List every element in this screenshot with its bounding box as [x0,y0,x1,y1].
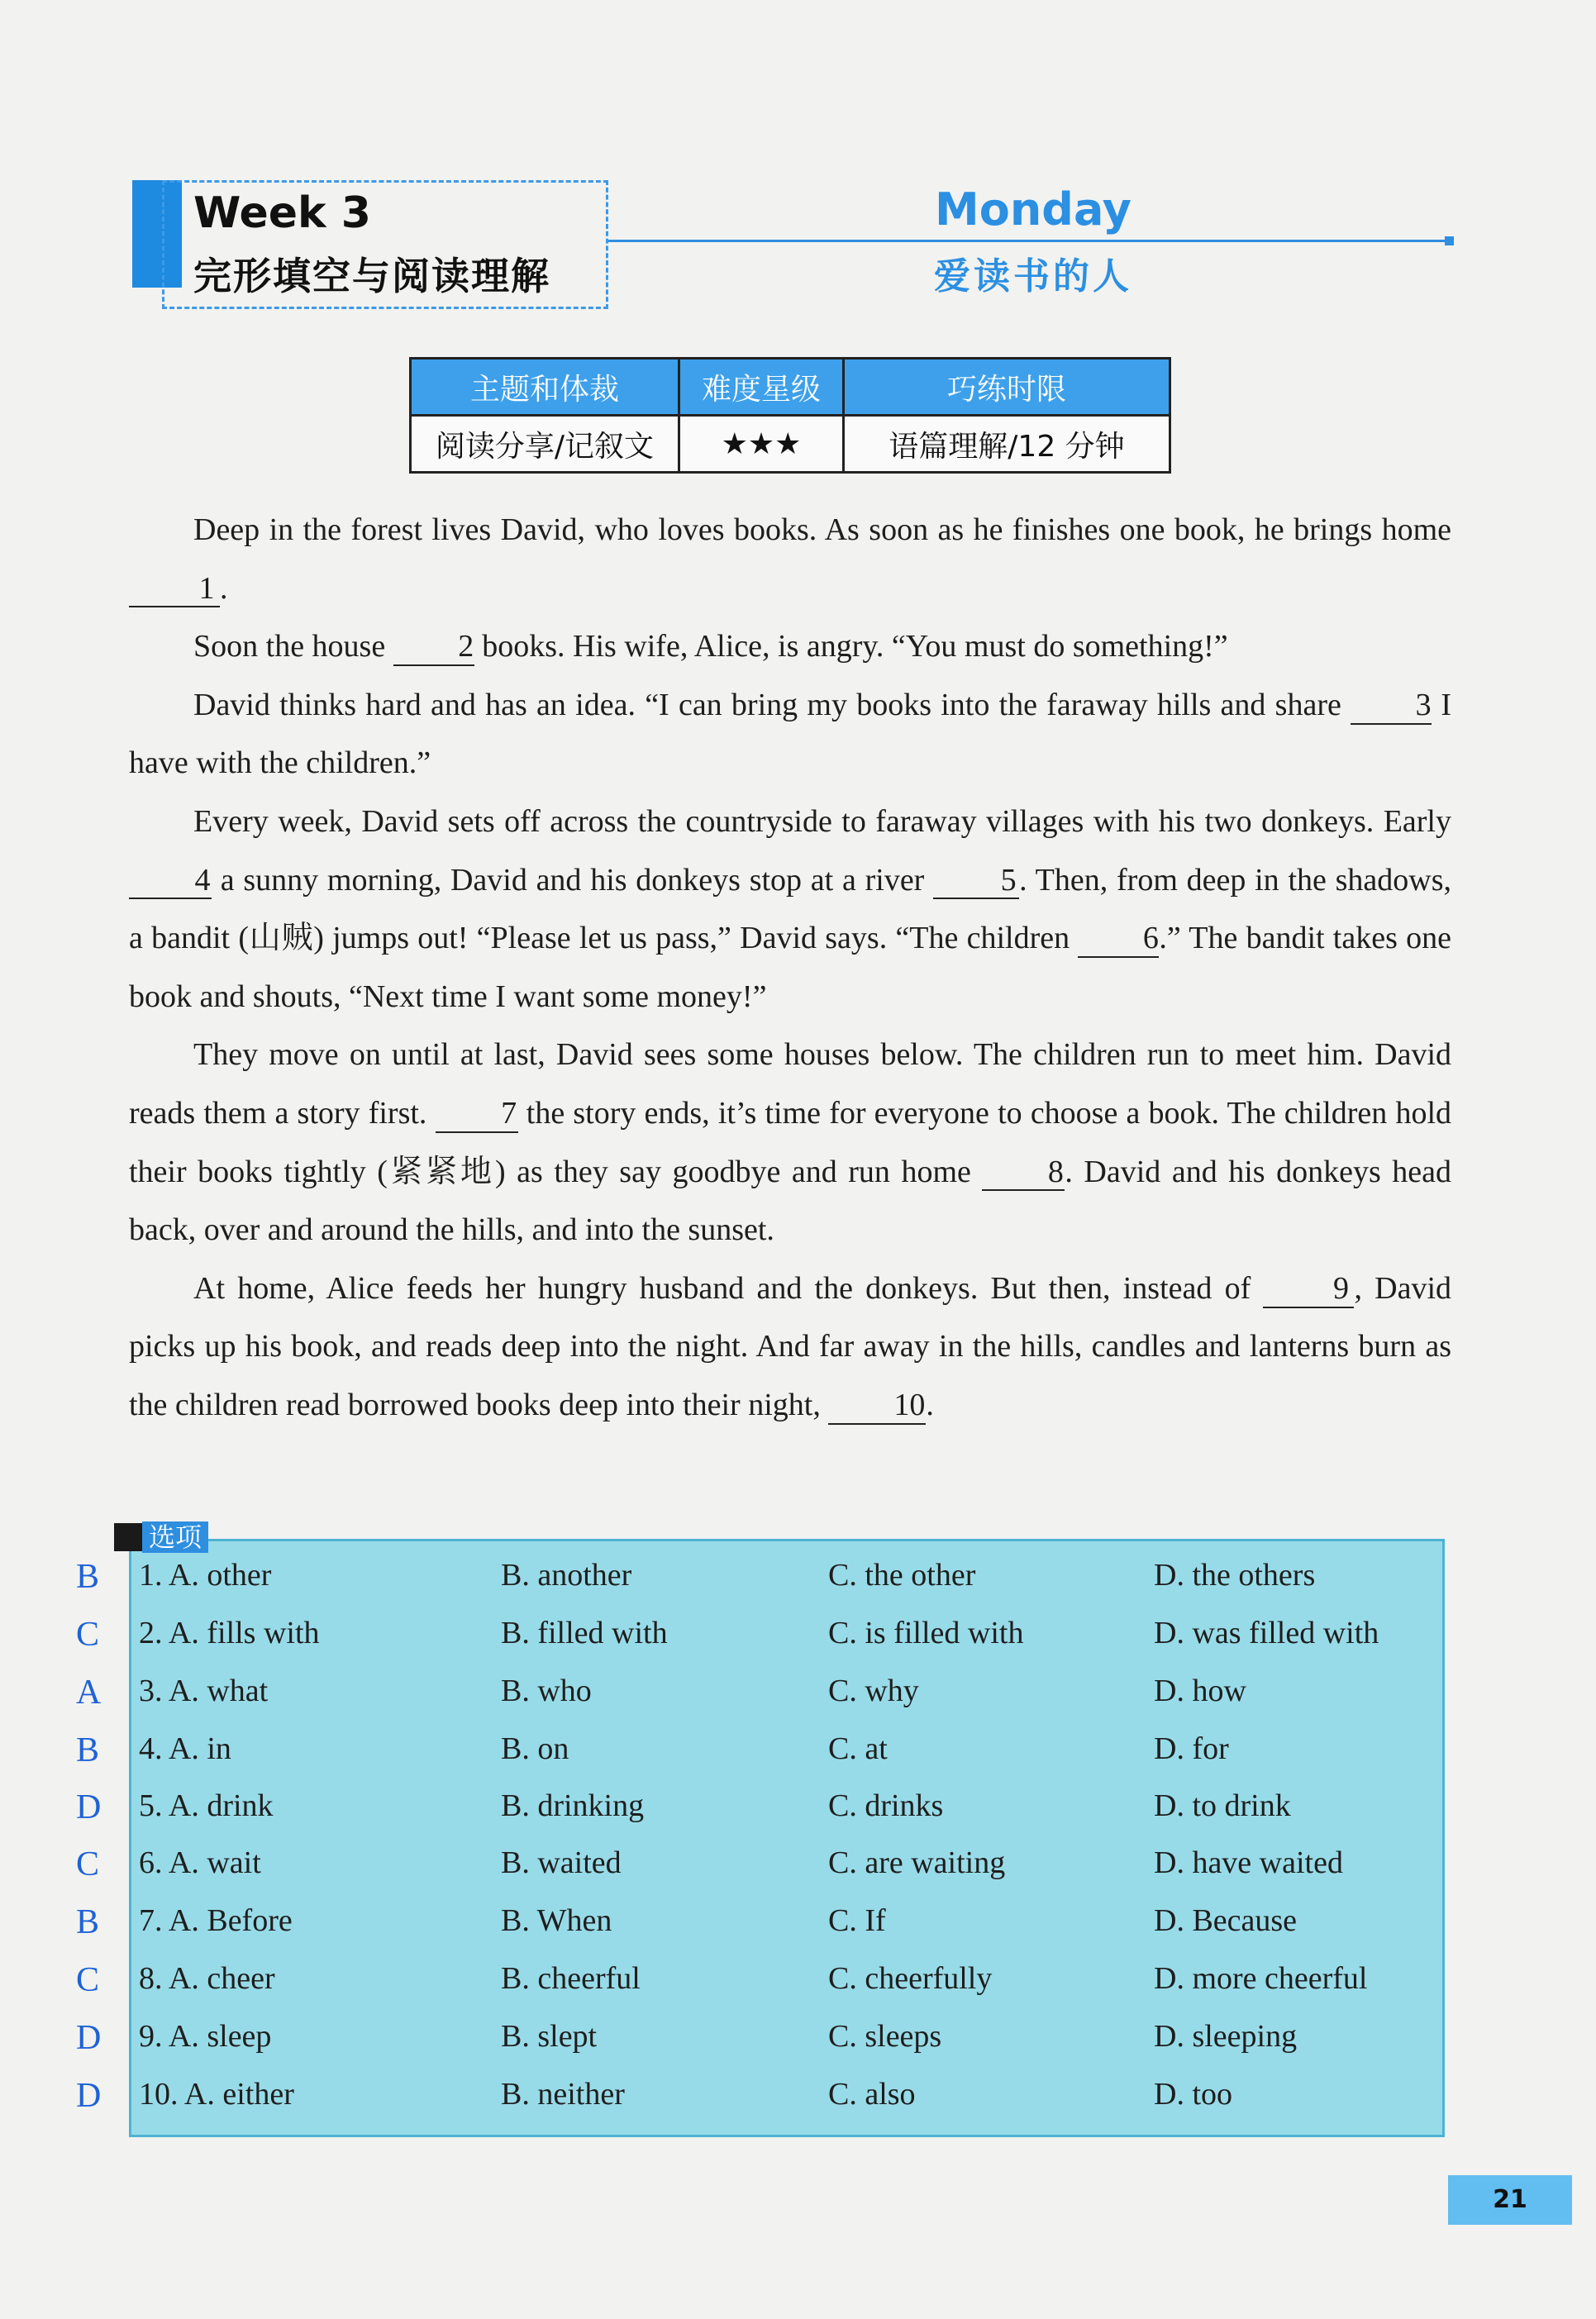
info-table-header-row [411,359,1170,416]
option-row [0,1788,1596,1845]
blank-10: 10 [828,1388,926,1425]
passage-text: the story ends, it’s time for everyone to choose a book. The children hold their books tightly (紧紧地) as they say goodbye and run home [129,1095,1452,1189]
blank-2: 2 [393,630,474,666]
passage-paragraph [129,1026,1451,1259]
option-c: C. sleeps [828,2019,942,2054]
option-a: 1. A. other [139,1558,272,1593]
info-table-value-row [411,416,1170,473]
passage-text: a sunny morning, David and his donkeys stop at a river [212,862,934,898]
header-rule-end [1445,236,1454,245]
blank-6: 6 [1078,921,1159,958]
option-c: C. cheerfully [828,1961,993,1996]
option-d: D. the others [1154,1558,1316,1593]
week-label: Week 3 [193,188,371,238]
option-d: D. sleeping [1154,2019,1298,2054]
lesson-subtitle: 爱读书的人 [934,255,1132,298]
option-row [0,1731,1596,1788]
info-value-time: 语篇理解/12 分钟 [844,416,1170,473]
option-c: C. why [828,1674,919,1708]
option-c: C. at [828,1731,888,1766]
option-a: 10. A. either [139,2077,294,2112]
passage-text: books. His wife, Alice, is angry. “You must do something!” [474,629,1228,664]
options-tag [114,1521,208,1554]
option-c: C. are waiting [828,1845,1006,1880]
option-d: D. for [1154,1731,1229,1766]
handwritten-answer: B [76,1731,100,1769]
square-icon [114,1523,142,1551]
cloze-passage [129,501,1451,1435]
passage-text: They move on until at last, David sees some houses below. The children run to meet him. David reads them a story first. [129,1037,1451,1131]
info-header-difficulty: 难度星级 [679,359,844,416]
passage-text: David thinks hard and has an idea. “I can bring my books into the faraway hills and share [193,687,1351,722]
handwritten-answer: D [76,2077,102,2115]
option-row [0,1557,1596,1615]
option-b: B. another [501,1558,632,1593]
option-row [0,1902,1596,1960]
option-a: 5. A. drink [139,1788,274,1823]
option-a: 8. A. cheer [139,1961,275,1996]
option-d: D. more cheerful [1154,1961,1368,1996]
passage-text: Deep in the forest lives David, who loves books. As soon as he finishes one book, he brings home [193,512,1451,547]
option-d: D. Because [1154,1903,1298,1938]
option-b: B. drinking [501,1788,645,1823]
passage-paragraph [129,1259,1451,1435]
option-c: C. If [828,1903,886,1938]
passage-paragraph [129,793,1451,1026]
option-row [0,1845,1596,1902]
option-row [0,1615,1596,1673]
blank-7: 7 [436,1097,518,1133]
option-a: 2. A. fills with [139,1616,320,1650]
option-row [0,1673,1596,1731]
section-topic: 完形填空与阅读理解 [193,254,550,298]
passage-text: I have with the children.” [129,687,1451,781]
option-a: 9. A. sleep [139,2019,272,2054]
option-b: B. cheerful [501,1961,641,1996]
handwritten-answer: A [76,1674,102,1712]
info-value-difficulty: ★★★ [679,416,844,473]
option-row [0,1960,1596,2018]
passage-paragraph [129,617,1451,676]
option-b: B. neither [501,2077,625,2112]
option-a: 6. A. wait [139,1845,261,1880]
blank-4: 4 [129,864,212,900]
blank-5: 5 [933,864,1019,900]
passage-text: Soon the house [193,629,393,664]
option-d: D. to drink [1154,1788,1291,1823]
info-header-theme: 主题和体裁 [411,359,679,416]
option-b: B. who [501,1674,592,1708]
option-d: D. was filled with [1154,1616,1379,1650]
header-rule [608,240,1451,242]
option-b: B. slept [501,2019,598,2054]
options-label: 选项 [142,1521,208,1553]
option-a: 7. A. Before [139,1903,293,1938]
option-d: D. have waited [1154,1845,1343,1880]
handwritten-answer: C [76,1845,100,1883]
blank-1: 1 [129,572,220,608]
option-a: 3. A. what [139,1674,269,1708]
option-row [0,2076,1596,2134]
option-row [0,2018,1596,2076]
passage-text: .” The bandit takes one book and shouts, “Next time I want some money!” [129,921,1451,1014]
option-b: B. When [501,1903,612,1938]
day-title: Monday [935,183,1131,236]
passage-paragraph [129,501,1451,617]
option-c: C. is filled with [828,1616,1024,1650]
blank-3: 3 [1351,688,1432,725]
handwritten-answer: B [76,1903,100,1941]
option-b: B. on [501,1731,569,1766]
info-header-time: 巧练时限 [844,359,1170,416]
option-d: D. too [1154,2077,1232,2112]
option-b: B. filled with [501,1616,668,1650]
passage-text: . David and his donkeys head back, over and around the hills, and into the sunset. [129,1154,1452,1248]
option-a: 4. A. in [139,1731,231,1766]
page-number: 21 [1448,2175,1572,2225]
info-value-theme: 阅读分享/记叙文 [411,416,679,473]
passage-text: , David picks up his book, and reads deep into the night. And far away in the hills, candles and lanterns burn as the children read borrowed books deep into their night, [129,1270,1451,1422]
info-table [409,357,1171,474]
option-c: C. also [828,2077,916,2112]
handwritten-answer: D [76,2019,102,2057]
blank-9: 9 [1263,1272,1354,1308]
handwritten-answer: B [76,1558,100,1596]
option-c: C. the other [828,1558,976,1593]
passage-text: At home, Alice feeds her hungry husband and the donkeys. But then, instead of [193,1270,1264,1306]
passage-text: . [926,1387,934,1422]
handwritten-answer: C [76,1616,100,1654]
handwritten-answer: C [76,1961,100,1999]
passage-text: . Then, from deep in the shadows, a bandit (山贼) jumps out! “Please let us pass,” David says. “The children [129,862,1452,956]
passage-text: . [220,570,228,606]
handwritten-answer: D [76,1788,102,1826]
passage-paragraph [129,676,1451,793]
option-c: C. drinks [828,1788,944,1823]
option-b: B. waited [501,1845,622,1880]
blank-8: 8 [982,1155,1065,1192]
passage-text: Every week, David sets off across the countryside to faraway villages with his two donkeys. Early [193,803,1451,839]
option-d: D. how [1154,1674,1246,1708]
